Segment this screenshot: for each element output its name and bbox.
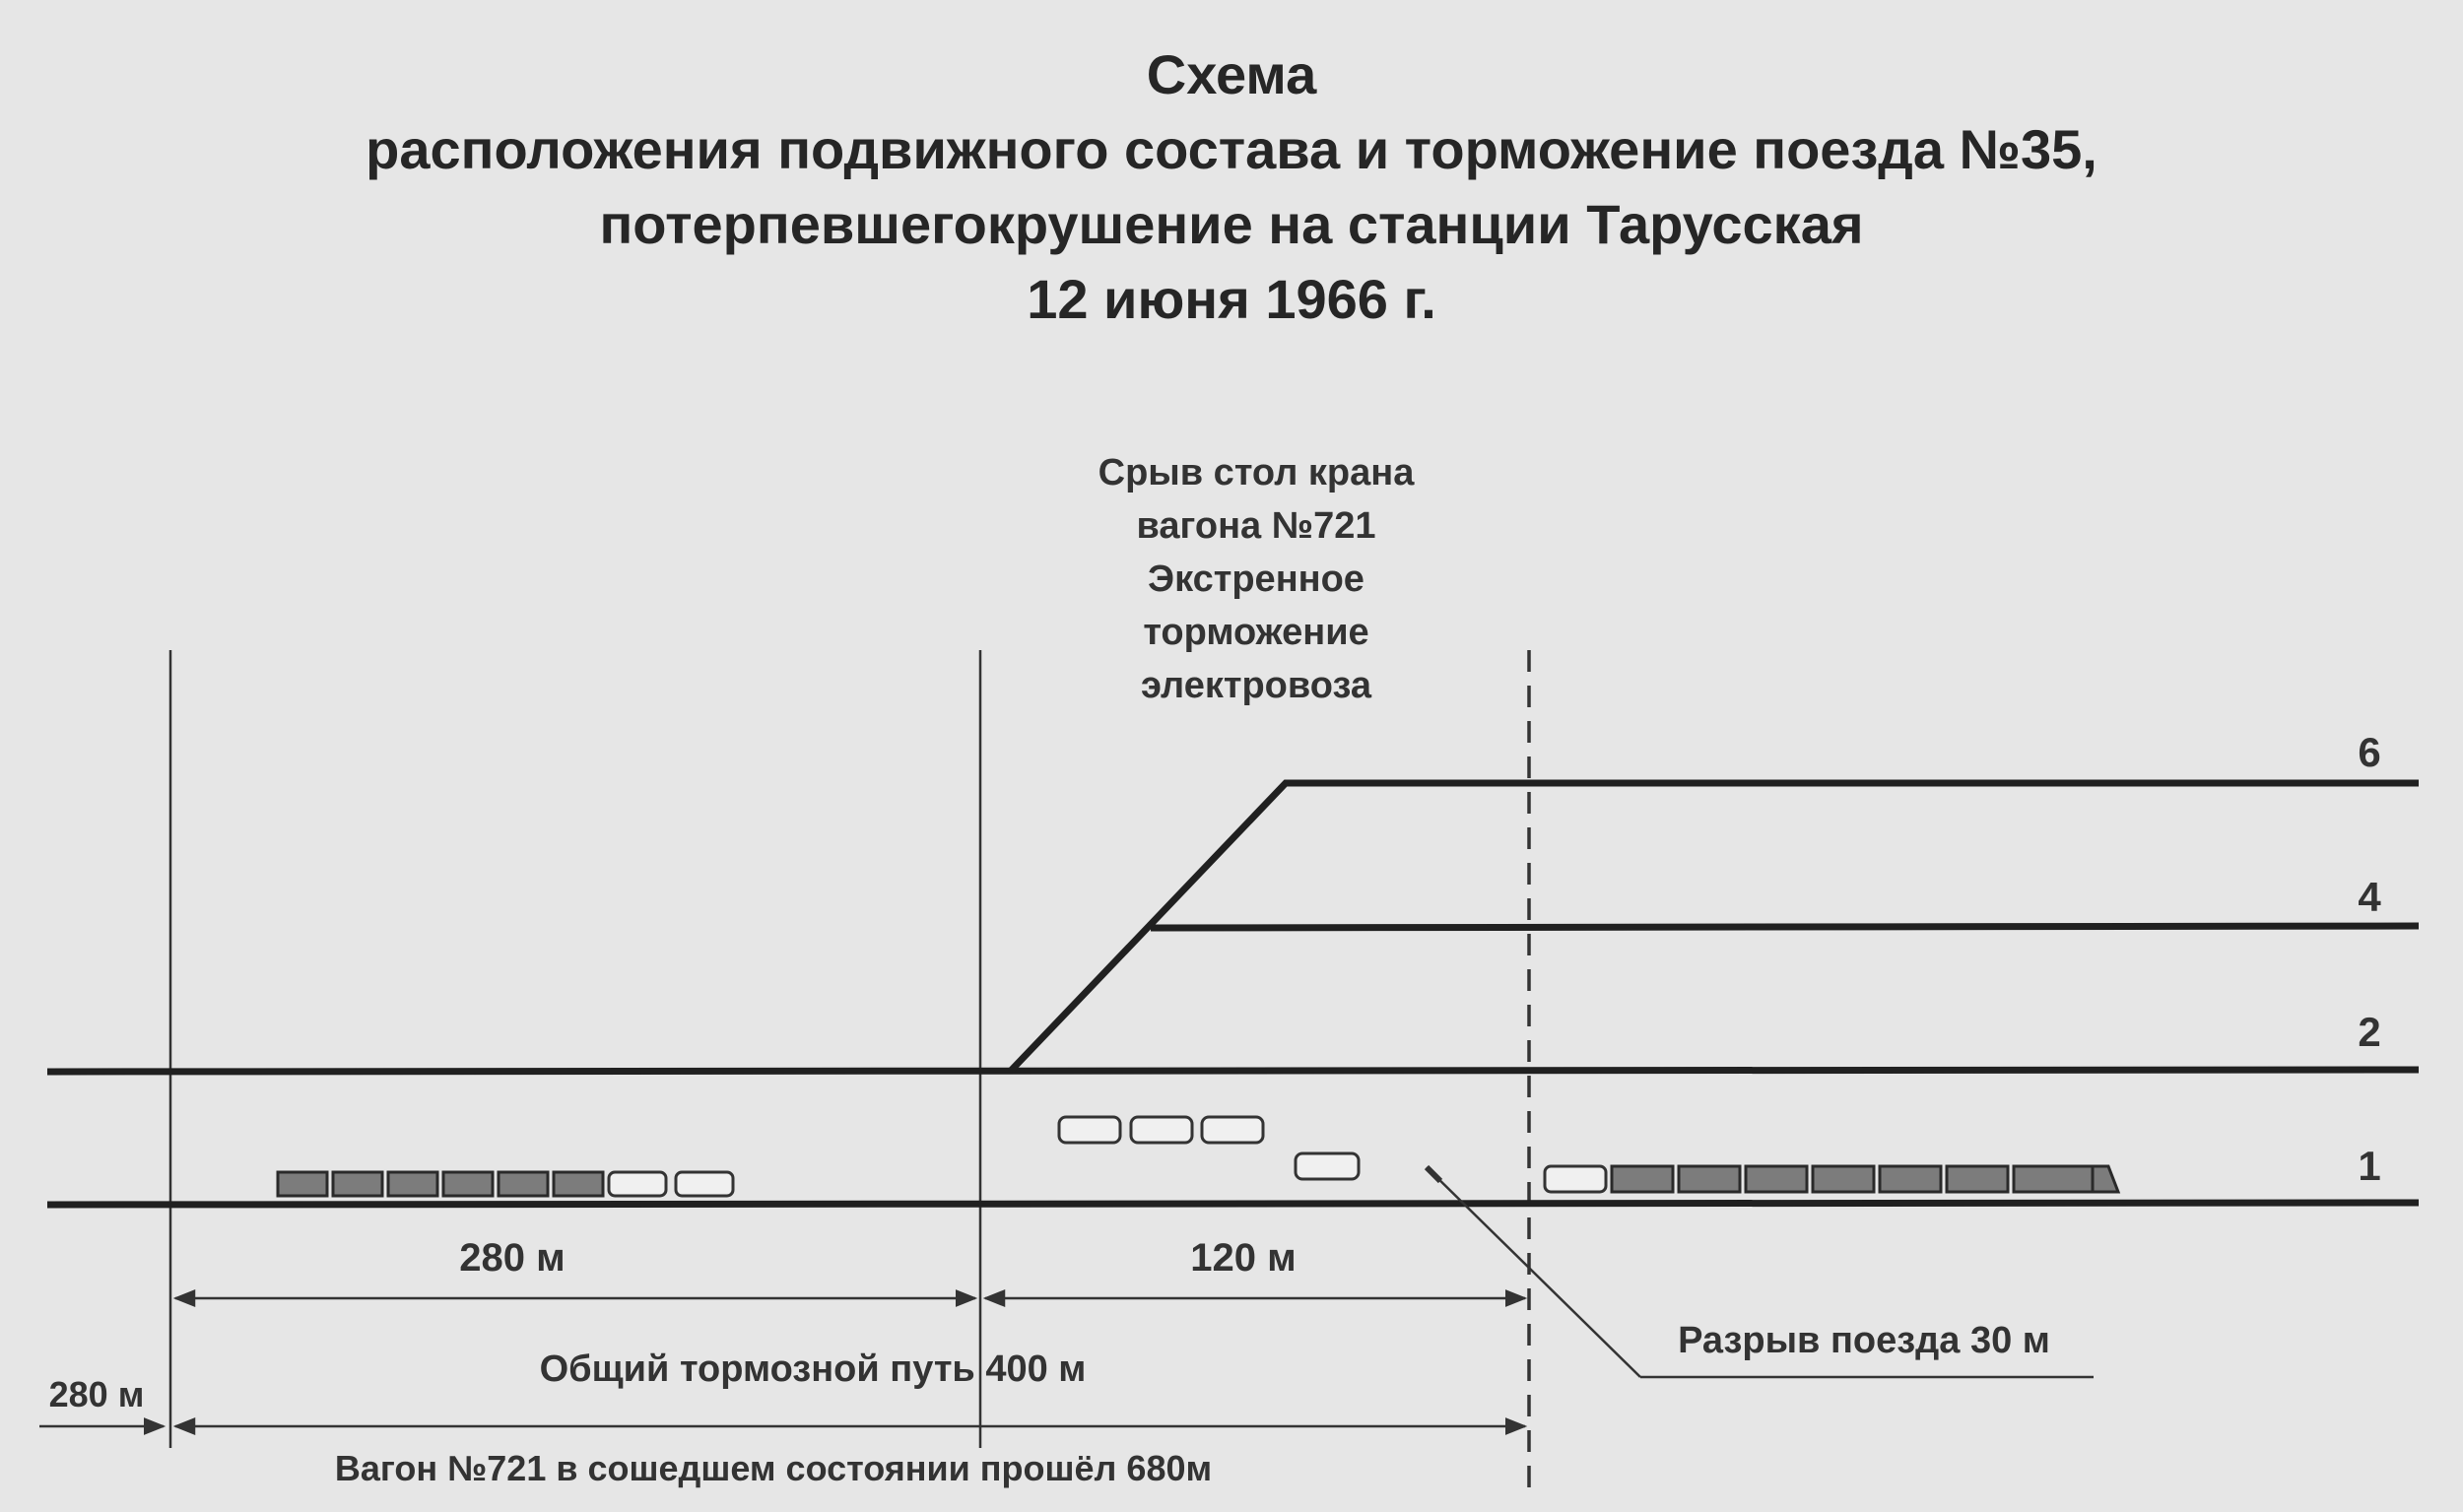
track-number-4: 4	[2358, 874, 2381, 920]
track-number-6: 6	[2358, 729, 2381, 775]
callout-leader	[1427, 1167, 1640, 1377]
event-note-line-1: Срыв стол крана	[1098, 452, 1415, 493]
track-number-1: 1	[2358, 1143, 2381, 1189]
wagon	[1059, 1117, 1120, 1143]
wagon	[1545, 1166, 1606, 1192]
rear-wagon-group	[278, 1172, 741, 1196]
title-line-4: 12 июня 1966 г.	[1027, 268, 1436, 330]
wagon	[609, 1172, 666, 1196]
track-number-2: 2	[2358, 1009, 2381, 1055]
locomotive	[2014, 1166, 2093, 1192]
derailed-wagon-group	[1059, 1117, 1359, 1179]
wagon	[1679, 1166, 1740, 1192]
wagon	[499, 1172, 548, 1196]
total-braking-label: Общий тормозной путь 400 м	[539, 1348, 1087, 1390]
wagon	[1612, 1166, 1673, 1192]
wagon	[1131, 1117, 1192, 1143]
track-4	[1151, 926, 2419, 928]
title-line-2: расположения подвижного состава и торможение поезда №35,	[366, 118, 2097, 180]
title-line-1: Схема	[1146, 43, 1317, 105]
derailed-distance-label: Вагон №721 в сошедшем состоянии прошёл 680м	[334, 1448, 1213, 1488]
track-1	[47, 1203, 2419, 1205]
front-wagon-group	[1545, 1166, 2118, 1192]
event-note-line-2: вагона №721	[1136, 505, 1376, 547]
train-break-label: Разрыв поезда 30 м	[1678, 1320, 2050, 1361]
wagon	[333, 1172, 382, 1196]
wagon	[1880, 1166, 1941, 1192]
event-note	[1098, 452, 1416, 706]
event-note-line-4: торможение	[1143, 612, 1369, 653]
wagon	[554, 1172, 603, 1196]
event-note-line-5: электровоза	[1141, 665, 1371, 706]
dimension-label-120: 120 м	[1190, 1236, 1297, 1280]
wagon-721	[1296, 1153, 1359, 1179]
event-note-line-3: Экстренное	[1148, 559, 1365, 600]
wagon	[1947, 1166, 2008, 1192]
wagon	[388, 1172, 437, 1196]
wagon	[278, 1172, 327, 1196]
wagon	[1746, 1166, 1807, 1192]
title-line-3: потерпевшегокрушение на станции Тарусская	[599, 193, 1864, 255]
track-2	[47, 1070, 2419, 1072]
locomotive-nose	[2093, 1166, 2118, 1192]
wagon	[1813, 1166, 1874, 1192]
dimension-label-left-280: 280 м	[48, 1374, 145, 1414]
dimension-label-280: 280 м	[459, 1236, 566, 1280]
callout-tip	[1427, 1167, 1440, 1181]
wagon	[443, 1172, 493, 1196]
wagon	[1202, 1117, 1263, 1143]
